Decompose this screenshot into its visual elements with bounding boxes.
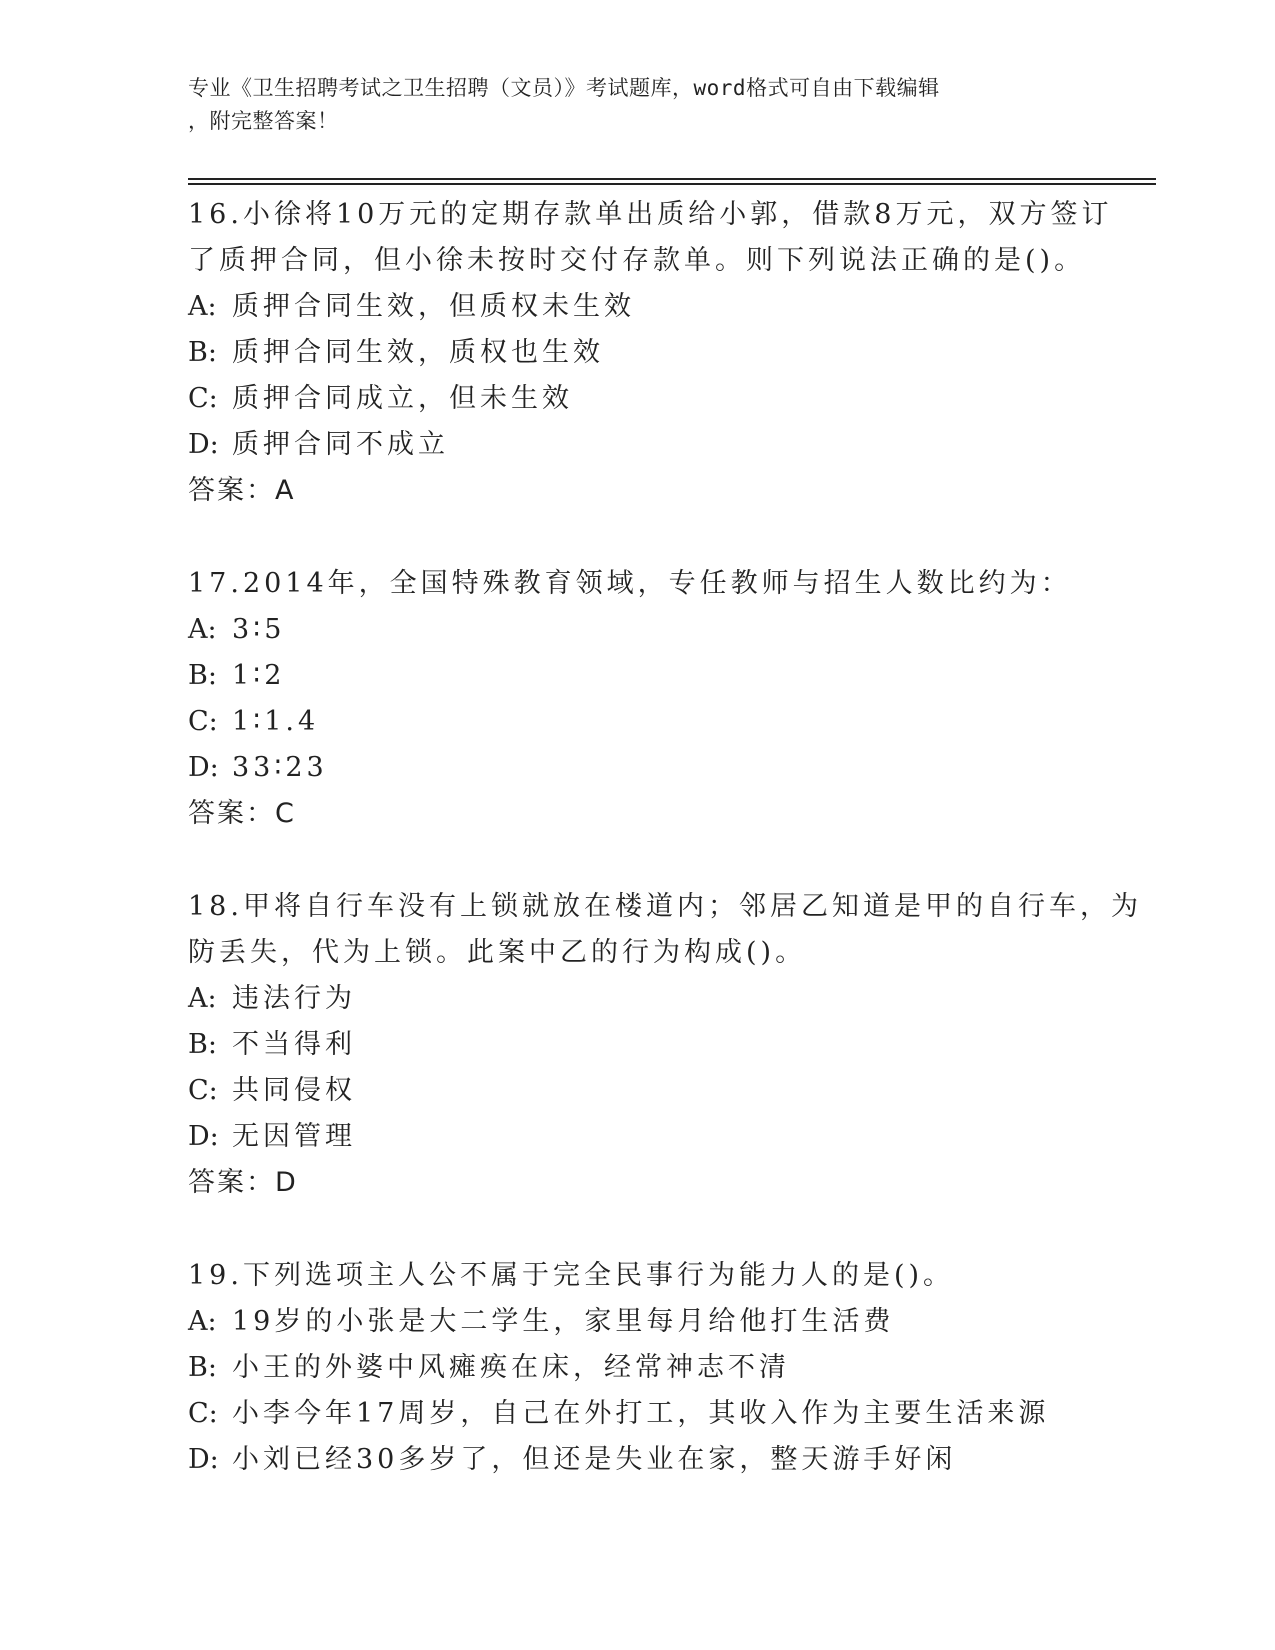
answer-line: 答案：C: [188, 798, 296, 829]
option-text: 质押合同生效，但质权未生效: [232, 291, 635, 322]
question-16: [188, 192, 1113, 514]
option-letter: D:: [188, 1444, 219, 1475]
question-18: [188, 884, 1142, 1206]
question-stem-line: 了质押合同，但小徐未按时交付存款单。则下列说法正确的是()。: [188, 245, 1086, 276]
option-a: [188, 284, 1088, 330]
option-letter: A:: [188, 614, 217, 645]
header-divider-bottom: [188, 183, 1156, 185]
option-text: 违法行为: [232, 983, 356, 1014]
option-letter: C:: [188, 706, 218, 737]
question-stem-line: 防丢失，代为上锁。此案中乙的行为构成()。: [188, 937, 807, 968]
option-d: [188, 745, 1088, 791]
option-text: 小李今年17周岁，自己在外打工，其收入作为主要生活来源: [232, 1398, 1050, 1429]
option-text: 共同侵权: [232, 1075, 356, 1106]
question-list: [188, 192, 1142, 1530]
option-letter: D:: [188, 752, 219, 783]
option-text: 无因管理: [232, 1121, 356, 1152]
option-text: 1∶1.4: [232, 706, 320, 737]
option-letter: B:: [188, 660, 217, 691]
option-text: 质押合同生效，质权也生效: [232, 337, 604, 368]
option-text: 不当得利: [232, 1029, 356, 1060]
option-text: 33∶23: [232, 752, 328, 783]
answer-line: 答案：D: [188, 1167, 298, 1198]
document-header: [188, 72, 1068, 138]
option-letter: C:: [188, 1075, 218, 1106]
option-letter: A:: [188, 1306, 217, 1337]
question-17: [188, 561, 1088, 837]
option-text: 3∶5: [232, 614, 286, 645]
question-stem-line: 17.2014年，全国特殊教育领域，专任教师与招生人数比约为：: [188, 568, 1072, 599]
option-d: [188, 1437, 1088, 1483]
option-text: 19岁的小张是大二学生，家里每月给他打生活费: [232, 1306, 895, 1337]
option-c: [188, 1068, 1088, 1114]
option-text: 1∶2: [232, 660, 286, 691]
option-a: [188, 976, 1088, 1022]
option-d: [188, 1114, 1088, 1160]
option-letter: C:: [188, 1398, 218, 1429]
option-c: [188, 1391, 1088, 1437]
question-stem-line: 19.下列选项主人公不属于完全民事行为能力人的是()。: [188, 1260, 955, 1291]
question-stem-line: 16.小徐将10万元的定期存款单出质给小郭，借款8万元，双方签订: [188, 199, 1113, 230]
option-letter: D:: [188, 429, 219, 460]
option-letter: C:: [188, 383, 218, 414]
option-c: [188, 699, 1088, 745]
option-b: [188, 1022, 1088, 1068]
header-line-1: 专业《卫生招聘考试之卫生招聘（文员）》考试题库，word格式可自由下载编辑: [188, 76, 940, 100]
header-line-2: ，附完整答案！: [188, 109, 339, 133]
question-stem-line: 18.甲将自行车没有上锁就放在楼道内；邻居乙知道是甲的自行车，为: [188, 891, 1142, 922]
option-a: [188, 1299, 1088, 1345]
option-text: 质押合同不成立: [232, 429, 449, 460]
option-a: [188, 607, 1088, 653]
option-letter: D:: [188, 1121, 219, 1152]
option-text: 小王的外婆中风瘫痪在床，经常神志不清: [232, 1352, 790, 1383]
option-letter: B:: [188, 337, 217, 368]
header-divider-top: [188, 178, 1156, 180]
option-text: 小刘已经30多岁了，但还是失业在家，整天游手好闲: [232, 1444, 957, 1475]
option-b: [188, 330, 1088, 376]
option-b: [188, 653, 1088, 699]
option-c: [188, 376, 1088, 422]
option-letter: A:: [188, 291, 217, 322]
answer-line: 答案：A: [188, 475, 296, 506]
question-19: [188, 1253, 1088, 1483]
option-letter: A:: [188, 983, 217, 1014]
option-letter: B:: [188, 1029, 217, 1060]
option-letter: B:: [188, 1352, 217, 1383]
option-d: [188, 422, 1088, 468]
option-b: [188, 1345, 1088, 1391]
option-text: 质押合同成立，但未生效: [232, 383, 573, 414]
